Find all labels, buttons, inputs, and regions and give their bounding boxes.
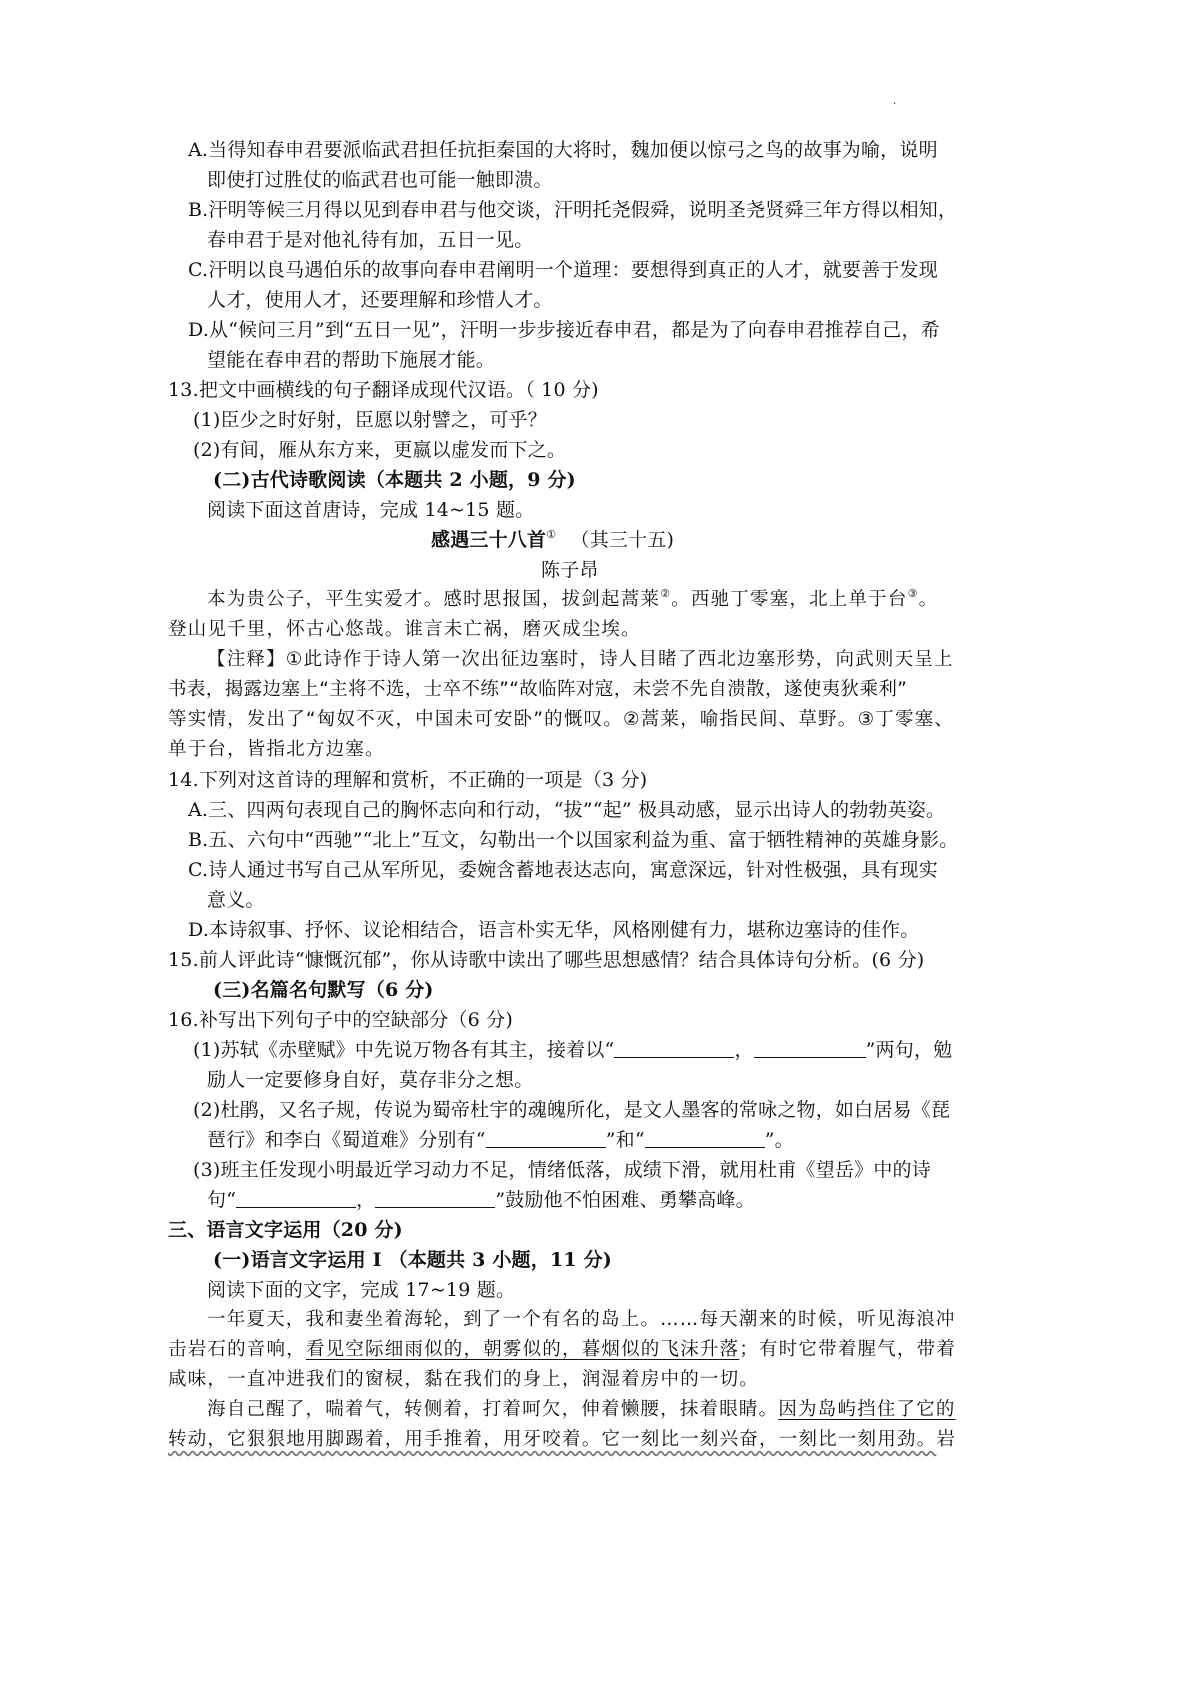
footnote-mark: ①	[546, 528, 557, 541]
poem-line-2: 登山见千里，怀古心悠哉。谁言未亡祸，磨灭成尘埃。	[168, 619, 641, 640]
passage-p2-line1	[207, 1396, 956, 1424]
q16-item-2-line2	[207, 1126, 794, 1154]
poem-subtitle: （其三十五)	[570, 529, 675, 551]
q16-item-3-line1: (3)班主任发现小明最近学习动力不足，情绪低落，成绩下滑，就用杜甫《望岳》中的诗	[193, 1159, 931, 1181]
q16-text: 琶行》和李白《蜀道难》分别有“	[207, 1129, 486, 1151]
annotation-line-3: 等实情，发出了“匈奴不灭，中国未可安卧”的慨叹。②蒿莱，喻指民间、草野。③丁零塞、	[168, 709, 955, 730]
underlined-sentence: 看见空际细雨似的，朝雾似的，暮烟似的飞沫升落	[305, 1339, 740, 1360]
poem-text: 本为贵公子，平生实爱才。感时思报国，拔剑起蒿莱	[207, 589, 661, 610]
q16-item-1-line2: 励人一定要修身自好，莫存非分之想。	[207, 1069, 534, 1091]
annotation-line-2: 书表，揭露边塞上“主将不选，士卒不练”“故临阵对寇，未尝不先自溃散，遂使夷狄乘利”	[168, 679, 908, 700]
q12-option-b-line2: 春申君于是对他礼待有加，五日一见。	[207, 229, 534, 251]
answer-blank[interactable]	[236, 1189, 356, 1208]
q12-option-b-line1: B.汗明等候三月得以见到春申君与他交谈，汗明托尧假舜，说明圣尧贤舜三年方得以相知，	[188, 199, 958, 221]
passage-text: 岩	[936, 1429, 957, 1450]
q16-item-2-line1: (2)杜鹃，又名子规，传说为蜀帝杜宇的魂魄所化，是文人墨客的常咏之物，如白居易《琵	[193, 1099, 951, 1121]
q14-option-b: B.五、六句中“西驰”“北上”互文，勾勒出一个以国家利益为重、富于牺牲精神的英雄身影。	[188, 829, 959, 851]
q16-text: ”鼓励他不怕困难、勇攀高峰。	[495, 1189, 755, 1211]
passage-p1-line3: 咸味，一直冲进我们的窗棂，黏在我们的身上，润湿着房中的一切。	[168, 1369, 760, 1390]
poem-title-line	[431, 526, 674, 554]
poem-line-1	[207, 586, 938, 614]
answer-blank[interactable]	[754, 1039, 866, 1058]
annotation-line-1: 【注释】①此诗作于诗人第一次出征边塞时，诗人目睹了西北边塞形势，向武则天呈上	[207, 649, 954, 670]
poem-text: 。西驰丁零塞，北上单于台	[671, 589, 908, 610]
part3-intro: 阅读下面的文字，完成 17~19 题。	[207, 1279, 516, 1301]
passage-p1-line2	[168, 1336, 956, 1364]
passage-p2-line2	[168, 1426, 956, 1454]
passage-text: 海自己醒了，喘着气，转侧着，打着呵欠，伸着懒腰，抹着眼睛。	[207, 1399, 779, 1420]
q16-text: ”。	[764, 1129, 794, 1151]
annotation-line-4: 单于台，皆指北方边塞。	[168, 739, 385, 760]
q12-option-d-line1: D.从“候问三月”到“五日一见”，汗明一步步接近春申君，都是为了向春申君推荐自己，希	[188, 319, 940, 341]
q14-option-a: A.三、四两句表现自己的胸怀志向和行动，“拔”“起” 极具动感，显示出诗人的勃勃英姿。	[188, 799, 946, 821]
underlined-sentence: 因为岛屿挡住了它的	[778, 1399, 956, 1420]
passage-text: ；有时它带着腥气，带着	[739, 1339, 957, 1360]
q14-option-c-line2: 意义。	[207, 889, 265, 911]
q13-sentence-2: (2)有间，雁从东方来，更嬴以虚发而下之。	[193, 439, 567, 461]
q16-text: 句“	[207, 1189, 237, 1211]
q14-stem: 14.下列对这首诗的理解和赏析，不正确的一项是（3 分)	[168, 769, 648, 791]
q16-item-3-line2	[207, 1186, 755, 1214]
q16-stem: 16.补写出下列句子中的空缺部分（6 分)	[168, 1009, 513, 1031]
q12-option-c-line2: 人才，使用人才，还要理解和珍惜人才。	[207, 289, 553, 311]
q16-text: ”和“	[605, 1129, 645, 1151]
poem-author: 陈子昂	[541, 559, 599, 581]
q16-text: (1)苏轼《赤壁赋》中先说万物各有其主，接着以“	[193, 1039, 615, 1061]
q14-option-d: D.本诗叙事、抒怀、议论相结合，语言朴实无华，风格刚健有力，堪称边塞诗的佳作。	[188, 919, 920, 941]
passage-p1-line1: 一年夏天，我和妻坐着海轮，到了一个有名的岛上。……每天潮来的时候，听见海浪冲	[207, 1309, 956, 1330]
q14-option-c-line1: C.诗人通过书写自己从军所见，委婉含蓄地表达志向，寓意深远，针对性极强，具有现实	[188, 859, 938, 881]
poetry-intro: 阅读下面这首唐诗，完成 14~15 题。	[207, 499, 535, 521]
section-heading-recitation: (三)名篇名句默写（6 分)	[213, 979, 434, 1001]
q12-option-a-line2: 即使打过胜仗的临武君也可能一触即溃。	[207, 169, 553, 191]
poem-title: 感遇三十八首	[431, 529, 547, 551]
q12-option-a-line1: A.当得知春申君要派临武君担任抗拒秦国的大将时，魏加便以惊弓之鸟的故事为喻，说明	[188, 139, 938, 161]
part3-sub-heading: (一)语言文字运用 I （本题共 3 小题，11 分)	[213, 1249, 612, 1271]
q16-item-1-line1	[193, 1036, 952, 1064]
poem-text: 。	[918, 589, 939, 610]
q16-text: ，	[734, 1039, 754, 1061]
corner-mark: .	[893, 96, 897, 107]
q15-stem: 15.前人评此诗“慷慨沉郁”，你从诗歌中读出了哪些思想感情？结合具体诗句分析。(6 分)	[168, 949, 925, 971]
answer-blank[interactable]	[486, 1129, 606, 1148]
footnote-mark: ②	[660, 587, 672, 600]
q12-option-d-line2: 望能在春申君的帮助下施展才能。	[207, 349, 496, 371]
answer-blank[interactable]	[375, 1189, 495, 1208]
answer-blank[interactable]	[645, 1129, 765, 1148]
wavy-underlined-sentence: 转动，它狠狠地用脚踢着，用手推着，用牙咬着。它一刻比一刻兴奋，一刻比一刻用劲。	[168, 1429, 937, 1450]
passage-text: 击岩石的音响，	[168, 1339, 306, 1360]
q16-text: ”两句，勉	[865, 1039, 953, 1061]
answer-blank[interactable]	[614, 1039, 734, 1058]
q16-text: ，	[356, 1189, 376, 1211]
q13-sentence-1: (1)臣少之时好射，臣愿以射譬之，可乎？	[193, 409, 547, 431]
q12-option-c-line1: C.汗明以良马遇伯乐的故事向春申君阐明一个道理：要想得到真正的人才，就要善于发现	[188, 259, 938, 281]
part3-heading: 三、语言文字运用（20 分)	[168, 1219, 403, 1241]
footnote-mark: ③	[907, 587, 919, 600]
section-heading-poetry: (二)古代诗歌阅读（本题共 2 小题，9 分)	[213, 469, 576, 491]
q13-stem: 13.把文中画横线的句子翻译成现代汉语。（ 10 分)	[168, 379, 599, 401]
